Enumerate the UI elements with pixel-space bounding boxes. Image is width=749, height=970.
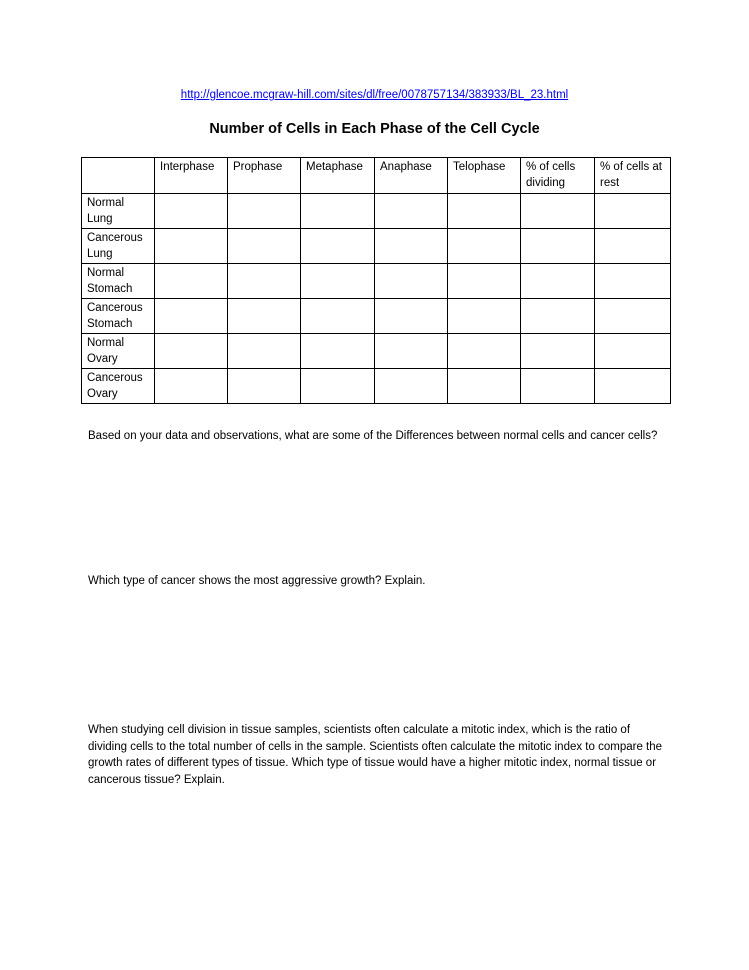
page-title: Number of Cells in Each Phase of the Cell Cycle	[209, 121, 540, 137]
table-cell[interactable]	[301, 299, 375, 334]
table-cell[interactable]	[448, 299, 521, 334]
table-cell[interactable]	[521, 229, 595, 264]
question-mitotic-index: When studying cell division in tissue samples, scientists often calculate a mitotic index, which is the ratio of dividing cells to the total number of cells in the sample. Scientists often calculate the mitotic index to compare the growth rates of different types of tissue. Which type of tissue would have a higher mitotic index, normal tissue or cancerous tissue? Explain.	[88, 724, 663, 786]
table-cell[interactable]	[301, 369, 375, 404]
table-cell[interactable]	[521, 369, 595, 404]
row-label: Cancerous Lung	[82, 229, 155, 264]
table-cell[interactable]	[595, 194, 671, 229]
table-cell[interactable]	[155, 299, 228, 334]
table-cell[interactable]	[155, 334, 228, 369]
table-cell[interactable]	[155, 264, 228, 299]
row-label: Normal Lung	[82, 194, 155, 229]
source-url-line	[0, 89, 749, 101]
table-cell[interactable]	[375, 334, 448, 369]
table-cell[interactable]	[301, 334, 375, 369]
table-cell[interactable]	[448, 194, 521, 229]
table-cell[interactable]	[301, 194, 375, 229]
table-cell[interactable]	[375, 264, 448, 299]
table-cell[interactable]	[375, 299, 448, 334]
table-cell[interactable]	[448, 369, 521, 404]
table-cell[interactable]	[595, 264, 671, 299]
table-cell[interactable]	[301, 264, 375, 299]
column-header-telophase: Telophase	[448, 158, 521, 194]
table-cell[interactable]	[595, 369, 671, 404]
table-cell[interactable]	[228, 264, 301, 299]
row-label: Normal Stomach	[82, 264, 155, 299]
table-cell[interactable]	[375, 194, 448, 229]
column-header-anaphase: Anaphase	[375, 158, 448, 194]
table-row	[82, 369, 671, 404]
column-header-percent-dividing: % of cells dividing	[521, 158, 595, 194]
table-cell[interactable]	[228, 334, 301, 369]
table-cell[interactable]	[155, 229, 228, 264]
table-row	[82, 194, 671, 229]
question-differences: Based on your data and observations, what are some of the Differences between normal cells and cancer cells?	[88, 430, 658, 442]
column-header-percent-at-rest: % of cells at rest	[595, 158, 671, 194]
table-cell[interactable]	[521, 299, 595, 334]
table-cell[interactable]	[448, 264, 521, 299]
table-cell[interactable]	[228, 194, 301, 229]
table-cell[interactable]	[595, 334, 671, 369]
table-cell[interactable]	[155, 194, 228, 229]
table-row	[82, 334, 671, 369]
table-cell[interactable]	[228, 299, 301, 334]
column-header-metaphase: Metaphase	[301, 158, 375, 194]
table-header-row	[82, 158, 671, 194]
cell-cycle-table	[81, 157, 671, 404]
table-cell[interactable]	[448, 229, 521, 264]
table-cell[interactable]	[228, 369, 301, 404]
table-cell[interactable]	[521, 194, 595, 229]
table-cell[interactable]	[595, 229, 671, 264]
table-row	[82, 229, 671, 264]
table-cell[interactable]	[228, 229, 301, 264]
table-cell[interactable]	[521, 334, 595, 369]
table-cell[interactable]	[595, 299, 671, 334]
table-row	[82, 299, 671, 334]
table-cell[interactable]	[301, 229, 375, 264]
column-header-interphase: Interphase	[155, 158, 228, 194]
row-label: Normal Ovary	[82, 334, 155, 369]
column-header-prophase: Prophase	[228, 158, 301, 194]
table-cell[interactable]	[375, 229, 448, 264]
source-link[interactable]: http://glencoe.mcgraw-hill.com/sites/dl/free/0078757134/383933/BL_23.html	[180, 89, 569, 101]
row-label: Cancerous Stomach	[82, 299, 155, 334]
table-cell[interactable]	[155, 369, 228, 404]
column-header-blank	[82, 158, 155, 194]
row-label: Cancerous Ovary	[82, 369, 155, 404]
table-row	[82, 264, 671, 299]
table-cell[interactable]	[375, 369, 448, 404]
table-cell[interactable]	[521, 264, 595, 299]
question-aggressive-growth: Which type of cancer shows the most aggressive growth? Explain.	[88, 575, 426, 587]
table-cell[interactable]	[448, 334, 521, 369]
